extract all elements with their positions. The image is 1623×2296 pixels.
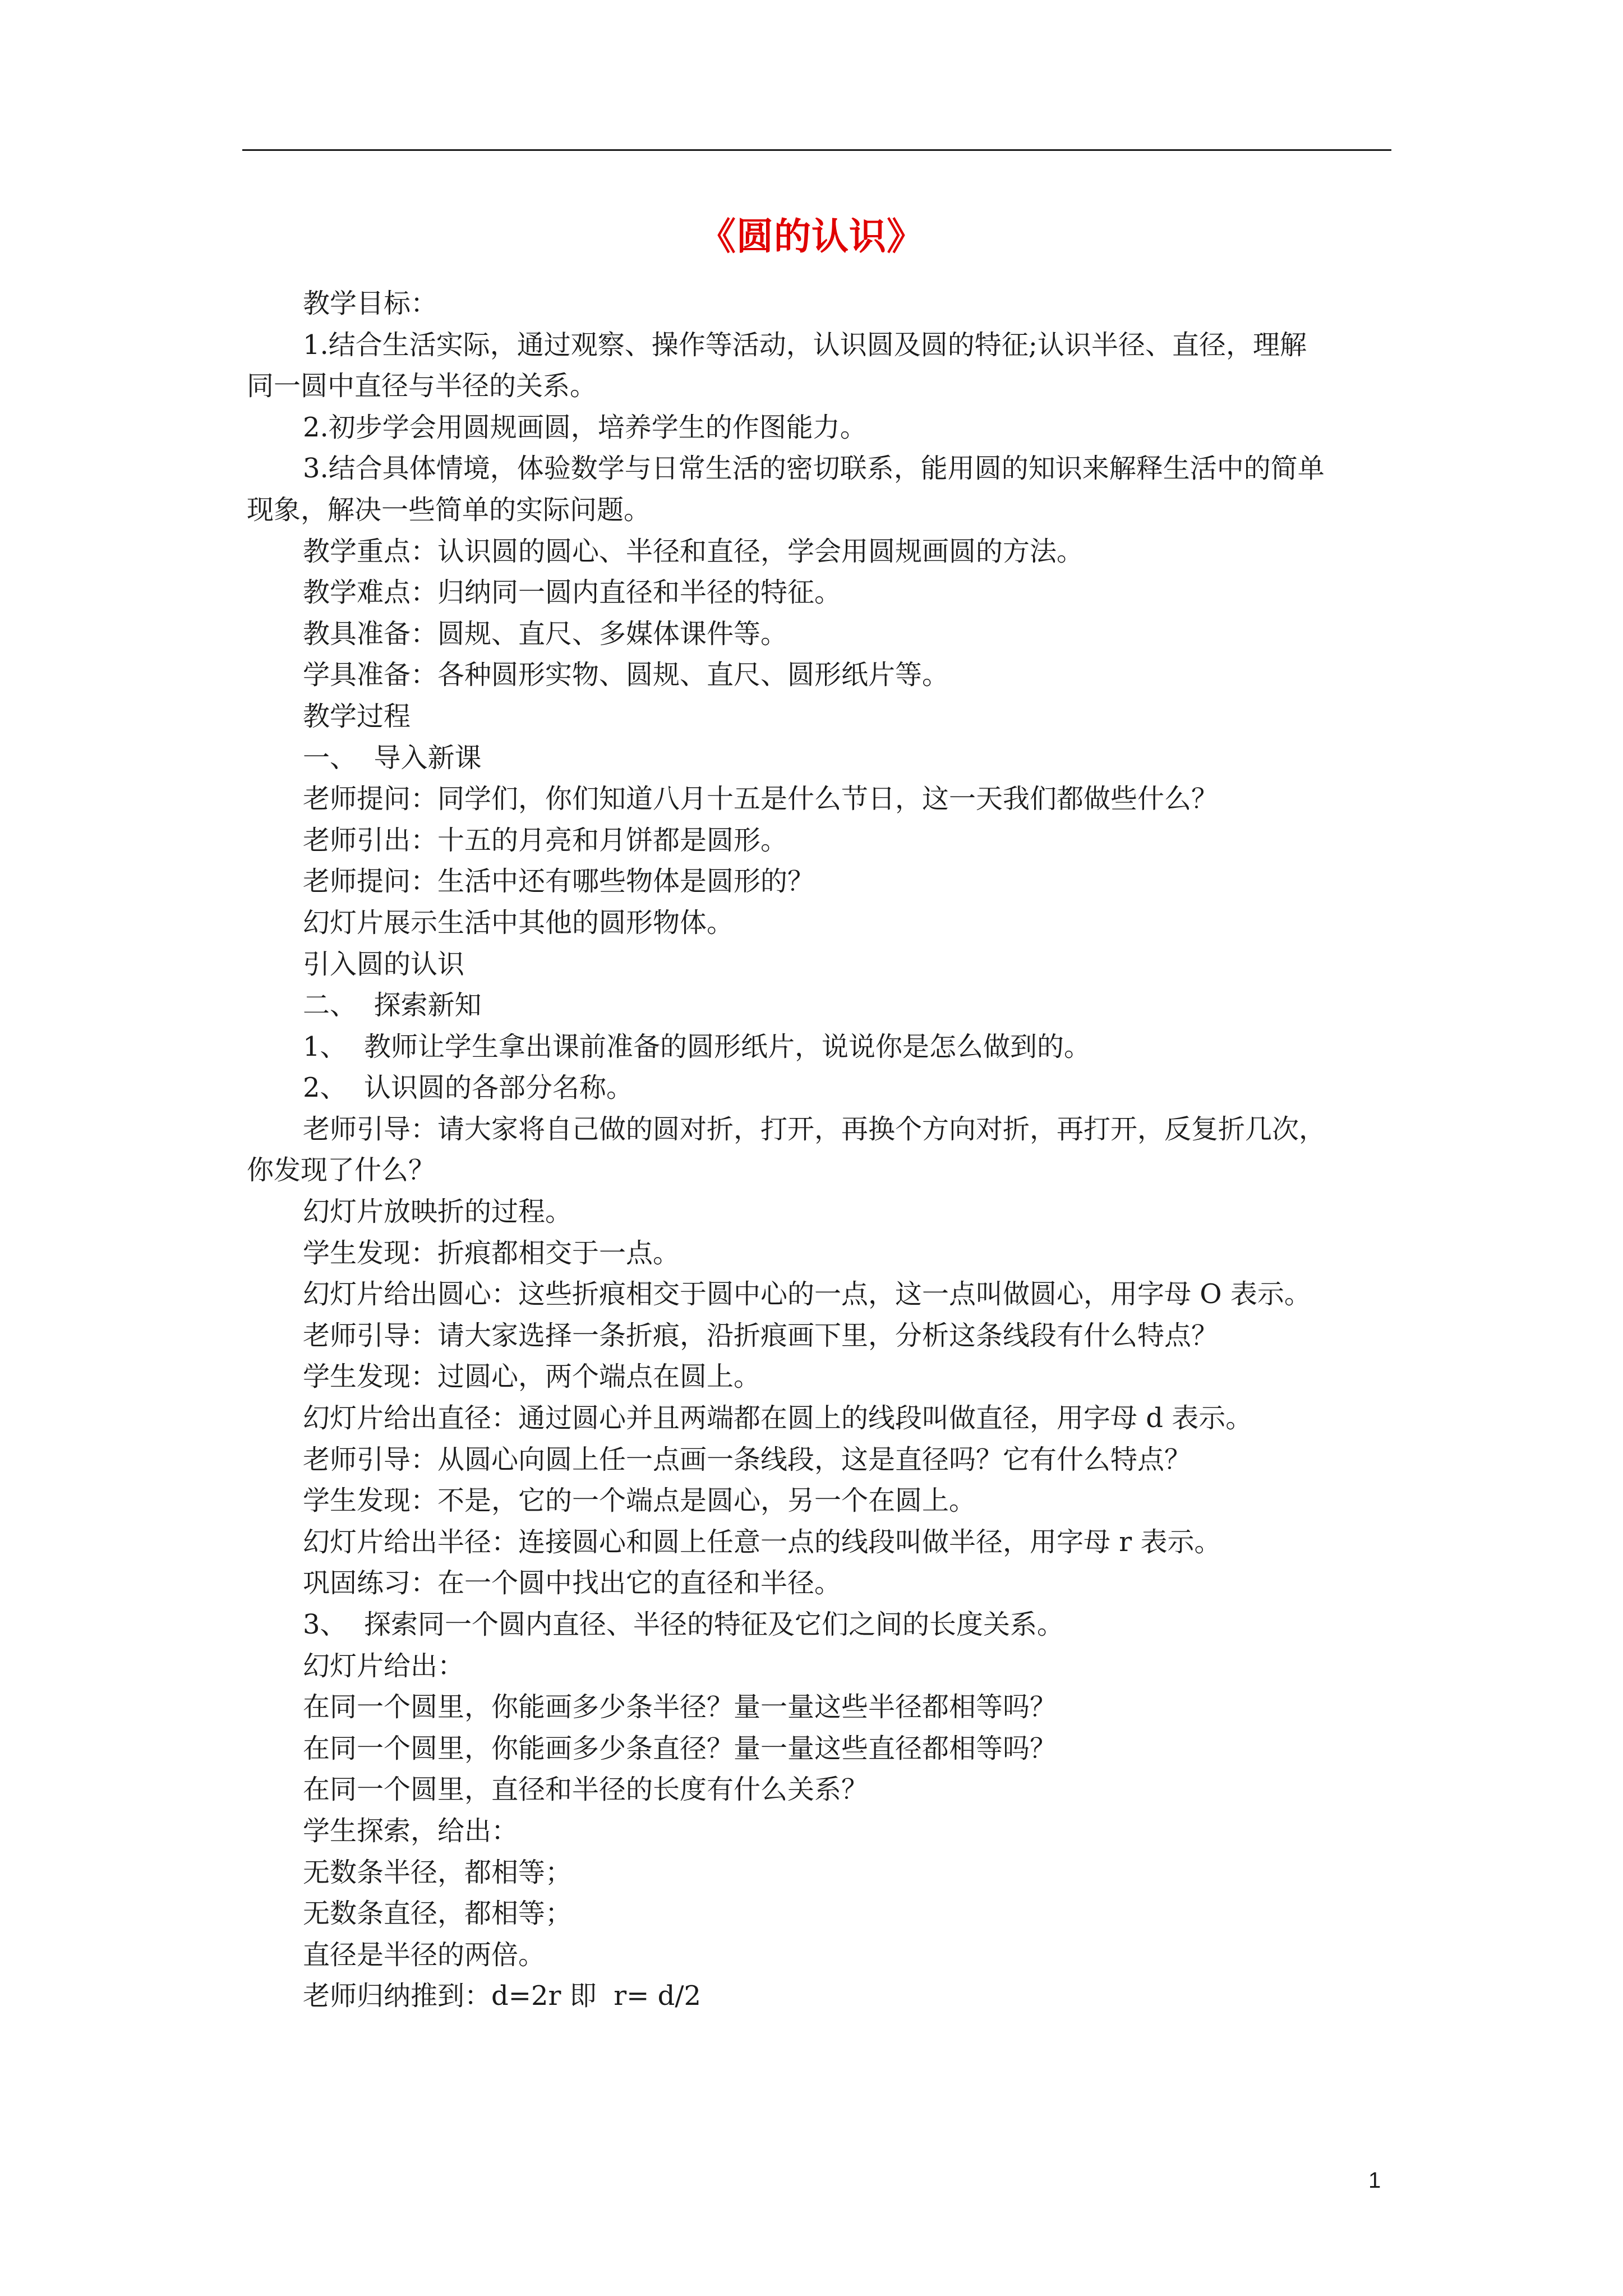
body-line: 同一圆中直径与半径的关系。 bbox=[247, 370, 597, 402]
body-line: 巩固练习：在一个圆中找出它的直径和半径。 bbox=[303, 1567, 842, 1599]
body-line: 3、 探索同一个圆内直径、半径的特征及它们之间的长度关系。 bbox=[303, 1609, 1064, 1640]
body-line: 幻灯片给出： bbox=[303, 1650, 465, 1682]
body-line: 学生发现：不是，它的一个端点是圆心，另一个在圆上。 bbox=[303, 1485, 976, 1517]
body-line: 无数条直径，都相等； bbox=[303, 1898, 573, 1930]
body-line: 老师引出：十五的月亮和月饼都是圆形。 bbox=[303, 824, 788, 856]
body-line: 你发现了什么？ bbox=[247, 1154, 436, 1186]
body-line: 引入圆的认识 bbox=[303, 948, 465, 980]
body-line: 1、 教师让学生拿出课前准备的圆形纸片，说说你是怎么做到的。 bbox=[303, 1030, 1091, 1062]
body-line: 教学重点：认识圆的圆心、半径和直径，学会用圆规画圆的方法。 bbox=[303, 535, 1084, 567]
body-line: 老师引导：请大家将自己做的圆对折，打开，再换个方向对折，再打开，反复折几次， bbox=[303, 1113, 1326, 1145]
body-line: 2.初步学会用圆规画圆，培养学生的作图能力。 bbox=[303, 411, 867, 443]
body-line: 无数条半径，都相等； bbox=[303, 1856, 573, 1888]
body-line: 教具准备：圆规、直尺、多媒体课件等。 bbox=[303, 618, 788, 650]
body-line: 在同一个圆里，你能画多少条直径？量一量这些直径都相等吗？ bbox=[303, 1732, 1057, 1764]
body-line: 二、 探索新知 bbox=[303, 990, 482, 1022]
body-line: 幻灯片给出半径：连接圆心和圆上任意一点的线段叫做半径，用字母 r 表示。 bbox=[303, 1526, 1221, 1558]
body-line: 3.结合具体情境，体验数学与日常生活的密切联系，能用圆的知识来解释生活中的简单 bbox=[303, 453, 1325, 485]
body-line: 老师引导：从圆心向圆上任一点画一条线段，这是直径吗？它有什么特点？ bbox=[303, 1443, 1192, 1475]
body-line: 老师归纳推到：d=2r 即 r= d/2 bbox=[303, 1980, 702, 2012]
body-line: 教学难点：归纳同一圆内直径和半径的特征。 bbox=[303, 577, 842, 609]
body-line: 直径是半径的两倍。 bbox=[303, 1939, 546, 1971]
body-line: 幻灯片展示生活中其他的圆形物体。 bbox=[303, 907, 734, 938]
header-rule bbox=[242, 149, 1391, 151]
body-line: 学具准备：各种圆形实物、圆规、直尺、圆形纸片等。 bbox=[303, 659, 949, 691]
document-body bbox=[247, 283, 1391, 2017]
body-line: 在同一个圆里，你能画多少条半径？量一量这些半径都相等吗？ bbox=[303, 1691, 1057, 1723]
body-line: 一、 导入新课 bbox=[303, 742, 482, 774]
body-line: 老师提问：同学们，你们知道八月十五是什么节日，这一天我们都做些什么？ bbox=[303, 783, 1219, 815]
body-line: 2、 认识圆的各部分名称。 bbox=[303, 1072, 634, 1104]
body-line: 学生探索，给出： bbox=[303, 1815, 519, 1847]
body-line: 幻灯片给出圆心：这些折痕相交于圆中心的一点，这一点叫做圆心，用字母 O 表示。 bbox=[303, 1278, 1311, 1310]
body-line: 学生发现：过圆心，两个端点在圆上。 bbox=[303, 1361, 761, 1393]
body-line: 在同一个圆里，直径和半径的长度有什么关系？ bbox=[303, 1774, 869, 1806]
body-line: 学生发现：折痕都相交于一点。 bbox=[303, 1237, 680, 1269]
body-line: 教学目标： bbox=[303, 288, 438, 319]
body-line: 老师提问：生活中还有哪些物体是圆形的？ bbox=[303, 866, 815, 898]
body-line: 教学过程 bbox=[303, 700, 411, 732]
body-line: 幻灯片放映折的过程。 bbox=[303, 1196, 573, 1228]
body-line: 老师引导：请大家选择一条折痕，沿折痕画下里，分析这条线段有什么特点？ bbox=[303, 1319, 1219, 1351]
page-number: 1 bbox=[1368, 2168, 1381, 2193]
body-line: 1.结合生活实际，通过观察、操作等活动，认识圆及圆的特征;认识半径、直径，理解 bbox=[303, 329, 1307, 361]
body-line: 幻灯片给出直径：通过圆心并且两端都在圆上的线段叫做直径，用字母 d 表示。 bbox=[303, 1402, 1253, 1434]
body-line: 现象，解决一些简单的实际问题。 bbox=[247, 494, 651, 526]
document-title: 《圆的认识》 bbox=[699, 214, 924, 258]
